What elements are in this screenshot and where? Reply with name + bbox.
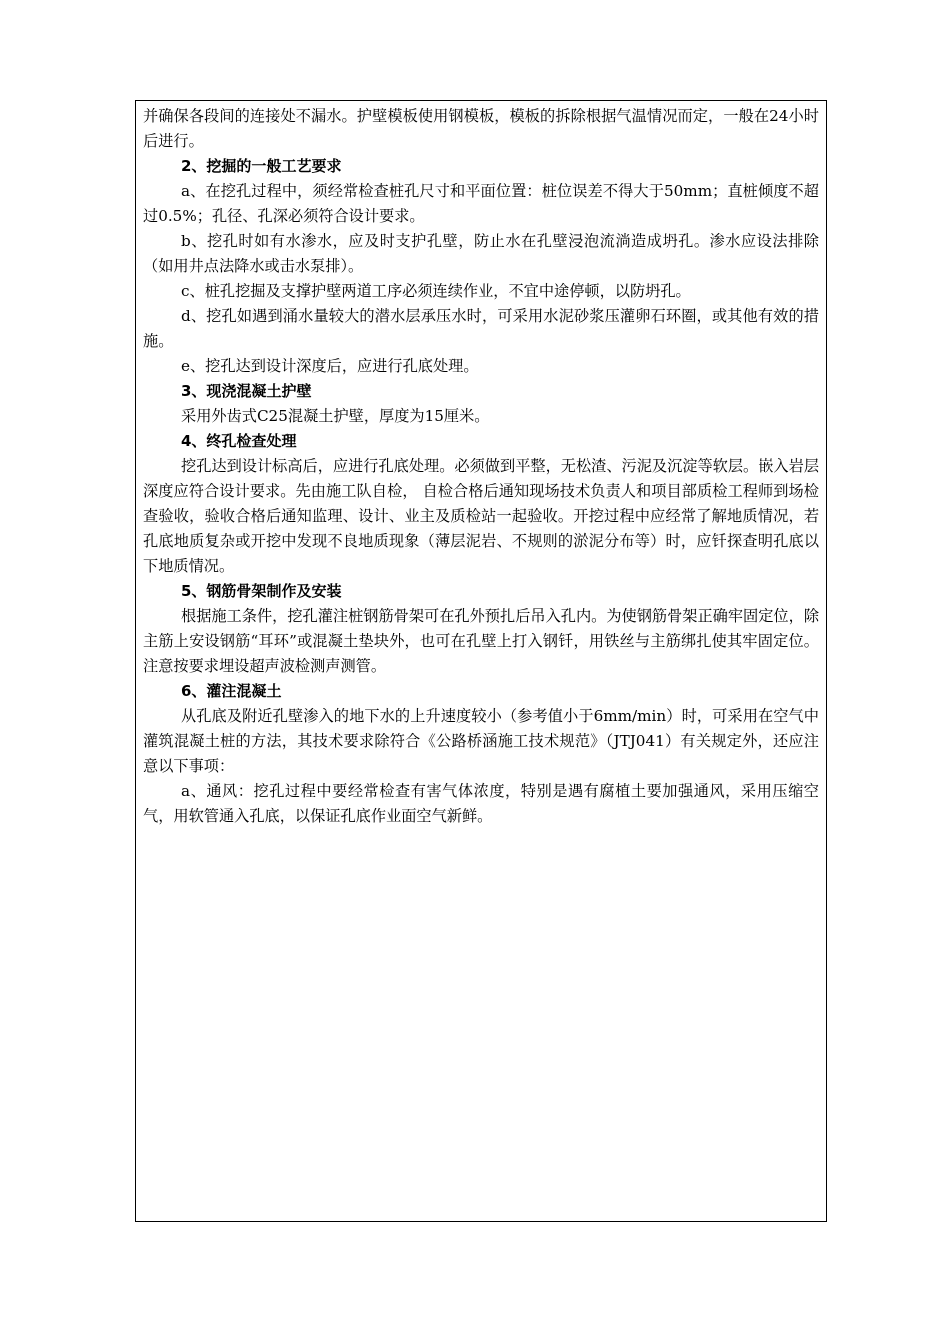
section-heading-4: 4、终孔检查处理 — [181, 432, 297, 450]
paragraph-pouring: 从孔底及附近孔壁渗入的地下水的上升速度较小（参考值小于6mm/min）时，可采用在空气中灌筑混凝土桩的方法，其技术要求除符合《公路桥涵施工技术规范》（JTJ041）有关规定外，还应注意以下事项： — [143, 707, 819, 775]
document-body — [143, 104, 819, 829]
section-heading-6: 6、灌注混凝土 — [181, 682, 282, 700]
paragraph-wall: 采用外齿式C25混凝土护壁，厚度为15厘米。 — [181, 407, 490, 425]
section-heading-3: 3、现浇混凝土护壁 — [181, 382, 312, 400]
paragraph-item-a: a、在挖孔过程中，须经常检查桩孔尺寸和平面位置：桩位误差不得大于50mm；直桩倾度不超过0.5%；孔径、孔深必须符合设计要求。 — [143, 182, 819, 225]
paragraph-item-c: c、桩孔挖掘及支撑护壁两道工序必须连续作业，不宜中途停顿，以防坍孔。 — [181, 282, 691, 300]
paragraph-ventilation: a、通风：挖孔过程中要经常检查有害气体浓度，特别是遇有腐植土要加强通风，采用压缩空气，用软管通入孔底，以保证孔底作业面空气新鲜。 — [143, 782, 819, 825]
section-heading-2: 2、挖掘的一般工艺要求 — [181, 157, 342, 175]
section-heading-5: 5、钢筋骨架制作及安装 — [181, 582, 342, 600]
paragraph-item-e: e、挖孔达到设计深度后，应进行孔底处理。 — [181, 357, 479, 375]
paragraph-item-d: d、挖孔如遇到涌水量较大的潜水层承压水时，可采用水泥砂浆压灌卵石环圈，或其他有效的措施。 — [143, 307, 819, 350]
paragraph-rebar-cage: 根据施工条件，挖孔灌注桩钢筋骨架可在孔外预扎后吊入孔内。为使钢筋骨架正确牢固定位，除主筋上安设钢筋“耳环”或混凝土垫块外，也可在孔壁上打入钢钎，用铁丝与主筋绑扎使其牢固定位。注意按要求埋设超声波检测声测管。 — [143, 607, 819, 675]
paragraph-item-b: b、挖孔时如有水渗水，应及时支护孔壁，防止水在孔壁浸泡流淌造成坍孔。渗水应设法排除（如用井点法降水或击水泵排）。 — [143, 232, 819, 275]
paragraph-final-inspection: 挖孔达到设计标高后，应进行孔底处理。必须做到平整，无松渣、污泥及沉淀等软层。嵌入岩层深度应符合设计要求。先由施工队自检， 自检合格后通知现场技术负责人和项目部质检工程师到场检查验收，验收合格后通知监理、设计、业主及质检站一起验收。开挖过程中应经常了解地质情况，若孔底地质复杂或开挖中发现不良地质现象（薄层泥岩、不规则的淤泥分布等）时，应钎探查明孔底以下地质情况。 — [143, 457, 819, 575]
paragraph-continuation: 并确保各段间的连接处不漏水。护壁模板使用钢模板，模板的拆除根据气温情况而定，一般在24小时后进行。 — [143, 107, 819, 150]
